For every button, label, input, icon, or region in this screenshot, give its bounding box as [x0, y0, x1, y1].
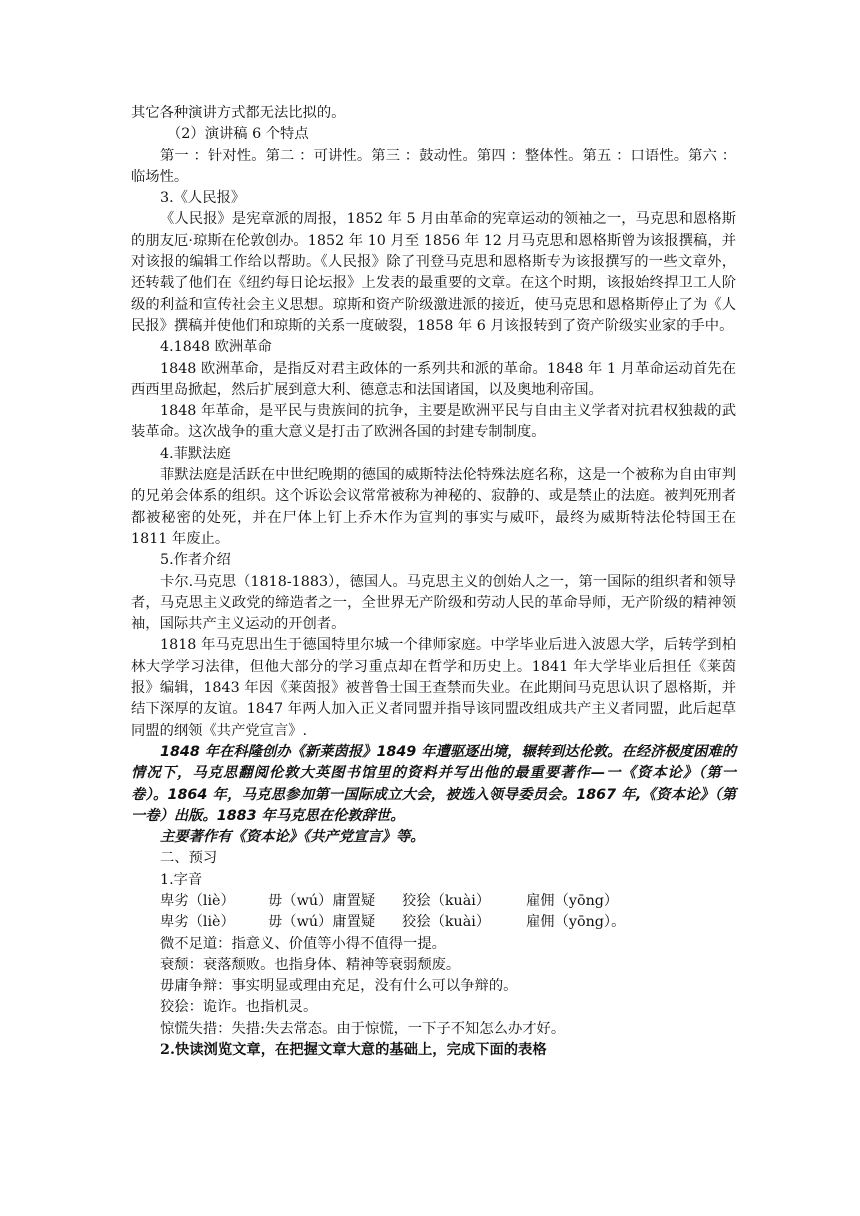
pronunciation-item: 雇佣（yōng） [526, 892, 619, 909]
paragraph: 菲默法庭是活跃在中世纪晚期的德国的威斯特法伦特殊法庭名称，这是一个被称为自由审判的兄弟会体系的组织。这个诉讼会议常常被称为神秘的、寂静的、或是禁止的法庭。被判死刑者都被秘密的处死，并在尸体上钉上乔木作为宣判的事实与威吓，最终为威斯特法伦特国王在 1811 年废止。 [131, 467, 736, 547]
section-heading: 4.菲默法庭 [160, 445, 231, 462]
paragraph-emphasis: 1848 年在科隆创办《新莱茵报》1849 年遭驱逐出境，辗转到达伦敦。在经济极度困难的情况下，马克思翻阅伦敦大英图书馆里的资料并写出他的最重要著作—一《资本论》（第一 卷）。1864 年，马克思参加第一国际成立大会，被选入领导委员会。1867 年,《资本论》（第一卷）出版。1883 年马克思在伦敦辞世。 [131, 743, 736, 824]
task-heading: 2.快读浏览文章，在把握文章大意的基础上，完成下面的表格 [160, 1042, 547, 1059]
paragraph: 1818 年马克思出生于德国特里尔城一个律师家庭。中学毕业后进入波恩大学，后转学到柏林大学学习法律，但他大部分的学习重点却在哲学和历史上。1841 年大学毕业后担任《莱茵报》编辑，1843 年因《莱茵报》被普鲁士国王查禁而失业。在此期间马克思认识了恩格斯，并结下深厚的友谊。1847 年两人加入正义者同盟并指导该同盟改组成共产主义者同盟，此后起草同盟的纲领《共产党宣言》. [131, 637, 736, 739]
paragraph: 《人民报》是宪章派的周报，1852 年 5 月由革命的宪章运动的领袖之一，马克思和恩格斯的朋友厄·琼斯在伦敦创办。1852 年 10 月至 1856 年 12 月马克思和恩格斯曾为该报撰稿，并对该报的编辑工作给以帮助。《人民报》除了刊登马克思和恩格斯专为该报撰写的一些文章外，还转载了他们在《纽约每日论坛报》上发表的最重要的文章。在这个时期，该报始终捍卫工人阶级的利益和宣传社会主义思想。琼斯和资产阶级激进派的接近，使马克思和恩格斯停止了为《人民报》撰稿并使他们和琼斯的关系一度破裂，1858 年 6 月该报转到了资产阶级实业家的手中。 [131, 211, 736, 334]
pronunciation-item: 狡狯（kuài） [402, 914, 491, 931]
pronunciation-item: 狡狯（kuài） [402, 892, 491, 909]
definition-line: 毋庸争辩：事实明显或理由充足，没有什么可以争辩的。 [160, 978, 518, 995]
pronunciation-item: 毋（wú）庸置疑 [268, 892, 376, 909]
definition-line: 衰颓：衰落颓败。也指身体、精神等衰弱颓废。 [160, 956, 461, 973]
section-heading: 3.《人民报》 [160, 190, 246, 207]
pronunciation-item: 雇佣（yōng）。 [526, 914, 626, 931]
pronunciation-item: 卑劣（liè） [160, 892, 235, 909]
section-heading: （2）演讲稿 6 个特点 [167, 126, 309, 143]
paragraph: 第一 ：针对性。第二 ：可讲性。第三 ：鼓动性。第四 ：整体性。第五 ：口语性。第六 ：临场性。 [131, 147, 736, 185]
pronunciation-item: 毋（wú）庸置疑 [268, 914, 376, 931]
document-body [131, 103, 736, 1061]
paragraph: 卡尔.马克思（1818-1883），德国人。马克思主义的创始人之一，第一国际的组织者和领导者，马克思主义政党的缔造者之一，全世界无产阶级和劳动人民的革命导师，无产阶级的精神领袖，国际共产主义运动的开创者。 [131, 573, 736, 633]
definition-line: 狡狯：诡诈。也指机灵。 [160, 999, 318, 1016]
definition-line: 惊慌失措：失措:失去常态。由于惊慌，一下子不知怎么办才好。 [160, 1020, 566, 1037]
pronunciation-row [131, 912, 736, 933]
section-heading: 5.作者介绍 [160, 552, 231, 569]
paragraph-emphasis: 主要著作有《资本论》《共产党宣言》等。 [160, 829, 425, 846]
paragraph: 1848 年革命，是平民与贵族间的抗争，主要是欧洲平民与自由主义学者对抗君权独裁的武装革命。这次战争的重大意义是打击了欧洲各国的封建专制制度。 [131, 403, 736, 441]
definition-line: 微不足道：指意义、价值等小得不值得一提。 [160, 935, 446, 952]
pronunciation-row [131, 891, 736, 912]
pronunciation-item: 卑劣（liè） [160, 914, 235, 931]
section-heading: 1.字音 [160, 871, 203, 888]
text-line: 其它各种演讲方式都无法比拟的。 [131, 105, 346, 121]
paragraph: 1848 欧洲革命，是指反对君主政体的一系列共和派的革命。1848 年 1 月革命运动首先在西西里岛掀起，然后扩展到意大利、德意志和法国诸国，以及奥地利帝国。 [131, 360, 736, 398]
section-heading: 二、预习 [160, 850, 218, 867]
section-heading: 4.1848 欧洲革命 [160, 339, 272, 356]
